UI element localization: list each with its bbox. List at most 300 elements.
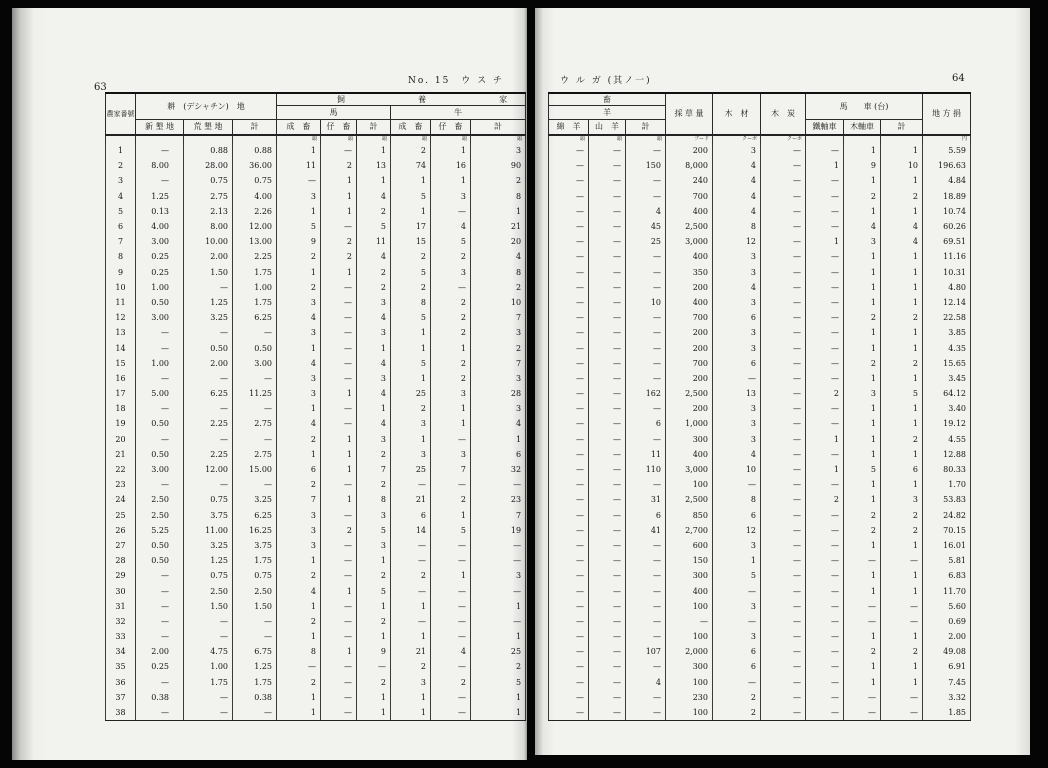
horse-young-cell: — bbox=[321, 705, 357, 721]
cattle-total-cell: 7 bbox=[471, 508, 526, 523]
horse-young-cell: 1 bbox=[321, 265, 357, 280]
iron-axle-cart-cell: — bbox=[806, 659, 844, 674]
goat-cell: — bbox=[589, 705, 626, 721]
old-land-cell: — bbox=[184, 371, 233, 386]
cattle-adult-cell: 74 bbox=[391, 158, 431, 173]
cattle-total-cell: 2 bbox=[471, 340, 526, 355]
charcoal-cell: — bbox=[761, 614, 806, 629]
sheep-cell: — bbox=[549, 477, 589, 492]
timber-cell: — bbox=[713, 614, 761, 629]
wood-axle-cart-cell: 1 bbox=[844, 432, 881, 447]
unit-cell-empty bbox=[844, 135, 881, 143]
new-land-cell: — bbox=[136, 614, 184, 629]
cart-total-cell: 2 bbox=[881, 189, 923, 204]
household-no-cell: 12 bbox=[106, 310, 136, 325]
horse-adult-cell: 2 bbox=[277, 432, 321, 447]
iron-axle-cart-cell: — bbox=[806, 401, 844, 416]
table-row bbox=[549, 538, 971, 553]
iron-axle-cart-cell: — bbox=[806, 447, 844, 462]
new-land-cell: — bbox=[136, 599, 184, 614]
local-tax-cell: 2.00 bbox=[923, 629, 971, 644]
charcoal-cell: — bbox=[761, 599, 806, 614]
sheep-cell: — bbox=[549, 280, 589, 295]
sheep-goat-total-cell: 25 bbox=[626, 234, 666, 249]
household-no-cell: 20 bbox=[106, 432, 136, 447]
charcoal-cell: — bbox=[761, 508, 806, 523]
wood-axle-cart-cell: 1 bbox=[844, 173, 881, 188]
land-total-cell: — bbox=[233, 705, 277, 721]
sheep-goat-total-cell: 6 bbox=[626, 416, 666, 431]
sheep-goat-total-cell: — bbox=[626, 401, 666, 416]
unit-sheep-goat-total: 頭 bbox=[626, 135, 666, 143]
new-land-cell: 0.50 bbox=[136, 295, 184, 310]
iron-axle-cart-cell: — bbox=[806, 310, 844, 325]
sheep-cell: — bbox=[549, 189, 589, 204]
wood-axle-cart-cell: — bbox=[844, 614, 881, 629]
sheep-goat-total-cell: — bbox=[626, 477, 666, 492]
old-land-cell: 28.00 bbox=[184, 158, 233, 173]
charcoal-cell: — bbox=[761, 234, 806, 249]
cattle-young-cell: 1 bbox=[431, 416, 471, 431]
cattle-adult-cell: 1 bbox=[391, 629, 431, 644]
sheep-cell: — bbox=[549, 553, 589, 568]
household-no-cell: 36 bbox=[106, 675, 136, 690]
horse-total-cell: 2 bbox=[357, 447, 391, 462]
horse-total-cell: 8 bbox=[357, 492, 391, 507]
horse-total-cell: 2 bbox=[357, 675, 391, 690]
horse-total-cell: 2 bbox=[357, 204, 391, 219]
sheep-cell: — bbox=[549, 219, 589, 234]
charcoal-cell: — bbox=[761, 249, 806, 264]
wood-axle-cart-cell: 1 bbox=[844, 143, 881, 158]
cattle-adult-cell: — bbox=[391, 538, 431, 553]
unit-timber: クーボ bbox=[713, 135, 761, 143]
horse-young-cell: 1 bbox=[321, 432, 357, 447]
old-land-cell: 2.00 bbox=[184, 249, 233, 264]
livestock-group-header bbox=[277, 93, 526, 106]
old-land-cell: 11.00 bbox=[184, 523, 233, 538]
table-row bbox=[106, 356, 526, 371]
wood-axle-cart-cell: 1 bbox=[844, 371, 881, 386]
horse-total-cell: 3 bbox=[357, 371, 391, 386]
timber-cell: — bbox=[713, 583, 761, 598]
horse-adult-cell: 3 bbox=[277, 523, 321, 538]
land-total-cell: 6.25 bbox=[233, 508, 277, 523]
goat-cell: — bbox=[589, 219, 626, 234]
wood-axle-cart-cell: 1 bbox=[844, 538, 881, 553]
hay-cell: 200 bbox=[666, 401, 713, 416]
wood-axle-cart-cell: 1 bbox=[844, 249, 881, 264]
old-land-cell: 1.00 bbox=[184, 659, 233, 674]
cart-total-cell: 6 bbox=[881, 462, 923, 477]
goat-cell: — bbox=[589, 644, 626, 659]
land-total-cell: 2.75 bbox=[233, 447, 277, 462]
wood-axle-cart-cell: 2 bbox=[844, 508, 881, 523]
right-page-number: 64 bbox=[952, 73, 965, 84]
hay-cell: 200 bbox=[666, 280, 713, 295]
wood-axle-cart-cell: 9 bbox=[844, 158, 881, 173]
hay-cell: 850 bbox=[666, 508, 713, 523]
hay-cell: 300 bbox=[666, 568, 713, 583]
table-row bbox=[549, 477, 971, 492]
cattle-young-cell: 2 bbox=[431, 295, 471, 310]
table-row bbox=[549, 189, 971, 204]
horse-total-cell: 1 bbox=[357, 401, 391, 416]
land-total-cell: — bbox=[233, 477, 277, 492]
cattle-adult-cell: — bbox=[391, 477, 431, 492]
charcoal-cell: — bbox=[761, 644, 806, 659]
sheep-goat-total-cell: — bbox=[626, 371, 666, 386]
hay-cell: 100 bbox=[666, 629, 713, 644]
table-row bbox=[549, 310, 971, 325]
table-row bbox=[106, 599, 526, 614]
horse-adult-cell: 2 bbox=[277, 568, 321, 583]
iron-axle-cart-cell: — bbox=[806, 553, 844, 568]
new-land-cell: — bbox=[136, 568, 184, 583]
cart-total-cell: 4 bbox=[881, 234, 923, 249]
iron-axle-cart-cell: — bbox=[806, 356, 844, 371]
table-row bbox=[106, 508, 526, 523]
household-no-cell: 4 bbox=[106, 189, 136, 204]
sheep-goat-total-cell: — bbox=[626, 340, 666, 355]
cattle-total-cell: — bbox=[471, 553, 526, 568]
goat-cell: — bbox=[589, 583, 626, 598]
table-row bbox=[549, 401, 971, 416]
livestock-char-1: 飼 bbox=[337, 94, 346, 104]
cattle-young-header: 仔 畜 bbox=[431, 120, 471, 136]
horse-young-cell: — bbox=[321, 538, 357, 553]
land-total-cell: 1.25 bbox=[233, 659, 277, 674]
horse-total-cell: 4 bbox=[357, 356, 391, 371]
timber-cell: 3 bbox=[713, 538, 761, 553]
unit-horse-young: 頭 bbox=[321, 135, 357, 143]
horse-total-cell: 4 bbox=[357, 189, 391, 204]
iron-axle-cart-cell: — bbox=[806, 295, 844, 310]
cattle-total-cell: — bbox=[471, 477, 526, 492]
land-total-cell: 0.38 bbox=[233, 690, 277, 705]
old-land-cell: 0.75 bbox=[184, 492, 233, 507]
unit-cell-empty bbox=[233, 135, 277, 143]
right-table-body bbox=[549, 143, 971, 720]
sheep-cell: — bbox=[549, 583, 589, 598]
livestock-char-2: 養 bbox=[418, 94, 427, 104]
cattle-total-cell: 1 bbox=[471, 599, 526, 614]
goat-cell: — bbox=[589, 462, 626, 477]
cattle-young-cell: 5 bbox=[431, 234, 471, 249]
timber-cell: 10 bbox=[713, 462, 761, 477]
table-row bbox=[549, 143, 971, 158]
goat-cell: — bbox=[589, 204, 626, 219]
wood-axle-cart-cell: — bbox=[844, 705, 881, 721]
horse-adult-cell: 1 bbox=[277, 204, 321, 219]
table-row bbox=[106, 432, 526, 447]
land-total-cell: 13.00 bbox=[233, 234, 277, 249]
livestock-group-label bbox=[277, 95, 525, 105]
goat-cell: — bbox=[589, 356, 626, 371]
timber-cell: 12 bbox=[713, 234, 761, 249]
cattle-young-cell: 3 bbox=[431, 447, 471, 462]
land-total-cell: 6.75 bbox=[233, 644, 277, 659]
table-row bbox=[106, 325, 526, 340]
horse-group-header: 馬 bbox=[277, 106, 391, 120]
land-total-cell: 1.75 bbox=[233, 265, 277, 280]
local-tax-cell: 70.15 bbox=[923, 523, 971, 538]
horse-total-cell: 13 bbox=[357, 158, 391, 173]
hay-cell: 400 bbox=[666, 583, 713, 598]
wood-axle-cart-cell: 1 bbox=[844, 477, 881, 492]
charcoal-cell: — bbox=[761, 629, 806, 644]
cattle-total-cell: 8 bbox=[471, 189, 526, 204]
charcoal-cell: — bbox=[761, 204, 806, 219]
wood-axle-cart-cell: 4 bbox=[844, 219, 881, 234]
right-running-head: ウ ル ガ (其ノ一) bbox=[560, 76, 652, 86]
local-tax-cell: 6.91 bbox=[923, 659, 971, 674]
right-page bbox=[535, 8, 1030, 755]
local-tax-cell: 22.58 bbox=[923, 310, 971, 325]
hay-cell: 350 bbox=[666, 265, 713, 280]
iron-axle-cart-cell: — bbox=[806, 614, 844, 629]
horse-young-cell: — bbox=[321, 477, 357, 492]
timber-cell: 6 bbox=[713, 356, 761, 371]
iron-axle-cart-cell: 1 bbox=[806, 432, 844, 447]
table-row bbox=[106, 659, 526, 674]
cattle-total-cell: — bbox=[471, 538, 526, 553]
horse-adult-cell: 1 bbox=[277, 599, 321, 614]
new-land-cell: 0.38 bbox=[136, 690, 184, 705]
horse-adult-cell: 1 bbox=[277, 340, 321, 355]
hay-cell: 400 bbox=[666, 249, 713, 264]
goat-cell: — bbox=[589, 447, 626, 462]
horse-young-cell: — bbox=[321, 614, 357, 629]
hay-cell: — bbox=[666, 614, 713, 629]
cattle-total-cell: 3 bbox=[471, 325, 526, 340]
household-no-cell: 32 bbox=[106, 614, 136, 629]
household-no-cell: 25 bbox=[106, 508, 136, 523]
table-row bbox=[549, 204, 971, 219]
cattle-total-cell: 25 bbox=[471, 644, 526, 659]
sheep-cell: — bbox=[549, 401, 589, 416]
cattle-adult-cell: 1 bbox=[391, 204, 431, 219]
cart-total-cell: 10 bbox=[881, 158, 923, 173]
old-land-cell: — bbox=[184, 432, 233, 447]
table-row bbox=[106, 280, 526, 295]
table-row bbox=[106, 310, 526, 325]
sheep-goat-total-cell: — bbox=[626, 553, 666, 568]
hay-cell: 100 bbox=[666, 675, 713, 690]
cattle-young-cell: 7 bbox=[431, 462, 471, 477]
local-tax-cell: 60.26 bbox=[923, 219, 971, 234]
charcoal-cell: — bbox=[761, 553, 806, 568]
local-tax-cell: 11.16 bbox=[923, 249, 971, 264]
new-land-cell: 5.00 bbox=[136, 386, 184, 401]
table-row bbox=[549, 219, 971, 234]
local-tax-cell: 80.33 bbox=[923, 462, 971, 477]
cart-group-header: 馬 車 (台) bbox=[806, 93, 923, 120]
horse-young-cell: — bbox=[321, 295, 357, 310]
cattle-adult-cell: 1 bbox=[391, 599, 431, 614]
local-tax-cell: 16.01 bbox=[923, 538, 971, 553]
sheep-goat-total-cell: 110 bbox=[626, 462, 666, 477]
table-row bbox=[106, 583, 526, 598]
new-land-cell: — bbox=[136, 477, 184, 492]
hay-cell: 200 bbox=[666, 325, 713, 340]
new-land-cell: 3.00 bbox=[136, 234, 184, 249]
sheep-cell: — bbox=[549, 356, 589, 371]
hay-cell: 2,500 bbox=[666, 386, 713, 401]
horse-adult-cell: 8 bbox=[277, 644, 321, 659]
unit-goat: 頭 bbox=[589, 135, 626, 143]
unit-charcoal: クーボ bbox=[761, 135, 806, 143]
timber-cell: 1 bbox=[713, 553, 761, 568]
wood-axle-cart-cell: 2 bbox=[844, 356, 881, 371]
cart-total-cell: — bbox=[881, 690, 923, 705]
old-land-cell: 2.25 bbox=[184, 447, 233, 462]
iron-axle-cart-cell: — bbox=[806, 371, 844, 386]
hay-cell: 3,000 bbox=[666, 462, 713, 477]
horse-total-cell: 1 bbox=[357, 690, 391, 705]
goat-cell: — bbox=[589, 371, 626, 386]
table-row bbox=[106, 173, 526, 188]
land-total-cell: — bbox=[233, 401, 277, 416]
goat-cell: — bbox=[589, 659, 626, 674]
cattle-adult-cell: 5 bbox=[391, 189, 431, 204]
goat-cell: — bbox=[589, 492, 626, 507]
cattle-adult-cell: 2 bbox=[391, 143, 431, 158]
charcoal-cell: — bbox=[761, 583, 806, 598]
sheep-goat-total-cell: — bbox=[626, 325, 666, 340]
iron-axle-cart-cell: 1 bbox=[806, 158, 844, 173]
wood-axle-cart-cell: — bbox=[844, 599, 881, 614]
charcoal-cell: — bbox=[761, 189, 806, 204]
charcoal-cell: — bbox=[761, 492, 806, 507]
local-tax-cell: 196.63 bbox=[923, 158, 971, 173]
unit-horse-adult: 頭 bbox=[277, 135, 321, 143]
old-land-cell: 2.75 bbox=[184, 189, 233, 204]
new-land-cell: 0.50 bbox=[136, 538, 184, 553]
sheep-goat-total-cell: — bbox=[626, 629, 666, 644]
cart-total-cell: 1 bbox=[881, 295, 923, 310]
table-row bbox=[549, 629, 971, 644]
table-row bbox=[106, 447, 526, 462]
sheep-cell: — bbox=[549, 644, 589, 659]
cattle-total-header: 計 bbox=[471, 120, 526, 136]
horse-young-cell: — bbox=[321, 280, 357, 295]
old-land-cell: — bbox=[184, 280, 233, 295]
cart-total-cell: 1 bbox=[881, 477, 923, 492]
land-total-cell: 0.75 bbox=[233, 568, 277, 583]
sheep-goat-total-cell: — bbox=[626, 614, 666, 629]
hay-cell: 700 bbox=[666, 356, 713, 371]
household-no-cell: 30 bbox=[106, 583, 136, 598]
sheep-goat-total-cell: 10 bbox=[626, 295, 666, 310]
cattle-total-cell: 10 bbox=[471, 295, 526, 310]
table-row bbox=[106, 386, 526, 401]
horse-total-cell: 5 bbox=[357, 219, 391, 234]
hay-cell: 400 bbox=[666, 295, 713, 310]
table-row bbox=[549, 371, 971, 386]
goat-cell: — bbox=[589, 599, 626, 614]
cattle-young-cell: 2 bbox=[431, 310, 471, 325]
wood-axle-cart-cell: 2 bbox=[844, 644, 881, 659]
horse-total-cell: 3 bbox=[357, 432, 391, 447]
horse-adult-cell: 3 bbox=[277, 508, 321, 523]
iron-axle-cart-cell: — bbox=[806, 189, 844, 204]
local-tax-cell: 1.70 bbox=[923, 477, 971, 492]
cart-total-cell: 2 bbox=[881, 356, 923, 371]
household-no-cell: 24 bbox=[106, 492, 136, 507]
cattle-young-cell: 2 bbox=[431, 356, 471, 371]
goat-cell: — bbox=[589, 340, 626, 355]
new-land-cell: — bbox=[136, 583, 184, 598]
sheep-goat-total-header: 計 bbox=[626, 120, 666, 136]
household-no-cell: 26 bbox=[106, 523, 136, 538]
cattle-young-cell: — bbox=[431, 599, 471, 614]
horse-young-cell: — bbox=[321, 325, 357, 340]
horse-young-cell: 2 bbox=[321, 234, 357, 249]
table-row bbox=[106, 143, 526, 158]
unit-cell-empty bbox=[106, 135, 136, 143]
horse-total-cell: 1 bbox=[357, 340, 391, 355]
timber-cell: 3 bbox=[713, 249, 761, 264]
table-row bbox=[106, 705, 526, 721]
wood-axle-cart-cell: 1 bbox=[844, 492, 881, 507]
wood-axle-cart-cell: 1 bbox=[844, 416, 881, 431]
unit-cattle-total: 頭 bbox=[471, 135, 526, 143]
sheep-goat-total-cell: — bbox=[626, 249, 666, 264]
household-no-cell: 13 bbox=[106, 325, 136, 340]
sheep-goat-total-cell: 31 bbox=[626, 492, 666, 507]
cattle-total-cell: 2 bbox=[471, 659, 526, 674]
goat-cell: — bbox=[589, 416, 626, 431]
wood-axle-cart-cell: 1 bbox=[844, 325, 881, 340]
new-land-cell: 5.25 bbox=[136, 523, 184, 538]
cattle-young-cell: 2 bbox=[431, 675, 471, 690]
table-row bbox=[106, 523, 526, 538]
cattle-young-cell: — bbox=[431, 583, 471, 598]
timber-cell: 2 bbox=[713, 690, 761, 705]
horse-adult-cell: 3 bbox=[277, 386, 321, 401]
table-row bbox=[549, 523, 971, 538]
iron-axle-cart-cell: 2 bbox=[806, 386, 844, 401]
new-land-cell: — bbox=[136, 401, 184, 416]
table-row bbox=[549, 568, 971, 583]
land-total-cell: 1.75 bbox=[233, 675, 277, 690]
wood-axle-cart-cell: 1 bbox=[844, 265, 881, 280]
local-tax-header: 地 方 捐 bbox=[923, 93, 971, 135]
local-tax-cell: 3.40 bbox=[923, 401, 971, 416]
local-tax-cell: 4.35 bbox=[923, 340, 971, 355]
iron-axle-cart-cell: — bbox=[806, 599, 844, 614]
charcoal-cell: — bbox=[761, 295, 806, 310]
unit-cell-empty bbox=[184, 135, 233, 143]
horse-total-cell: 3 bbox=[357, 295, 391, 310]
cart-total-cell: 2 bbox=[881, 644, 923, 659]
goat-cell: — bbox=[589, 143, 626, 158]
cattle-total-cell: 1 bbox=[471, 690, 526, 705]
iron-axle-cart-cell: — bbox=[806, 538, 844, 553]
land-total-cell: — bbox=[233, 614, 277, 629]
local-tax-cell: 0.69 bbox=[923, 614, 971, 629]
horse-total-cell: 2 bbox=[357, 280, 391, 295]
old-land-cell: — bbox=[184, 690, 233, 705]
cattle-young-cell: 2 bbox=[431, 325, 471, 340]
horse-young-cell: — bbox=[321, 143, 357, 158]
cattle-total-cell: 1 bbox=[471, 629, 526, 644]
local-tax-cell: 4.80 bbox=[923, 280, 971, 295]
sheep-cell: — bbox=[549, 143, 589, 158]
local-tax-cell: 4.55 bbox=[923, 432, 971, 447]
household-no-cell: 27 bbox=[106, 538, 136, 553]
